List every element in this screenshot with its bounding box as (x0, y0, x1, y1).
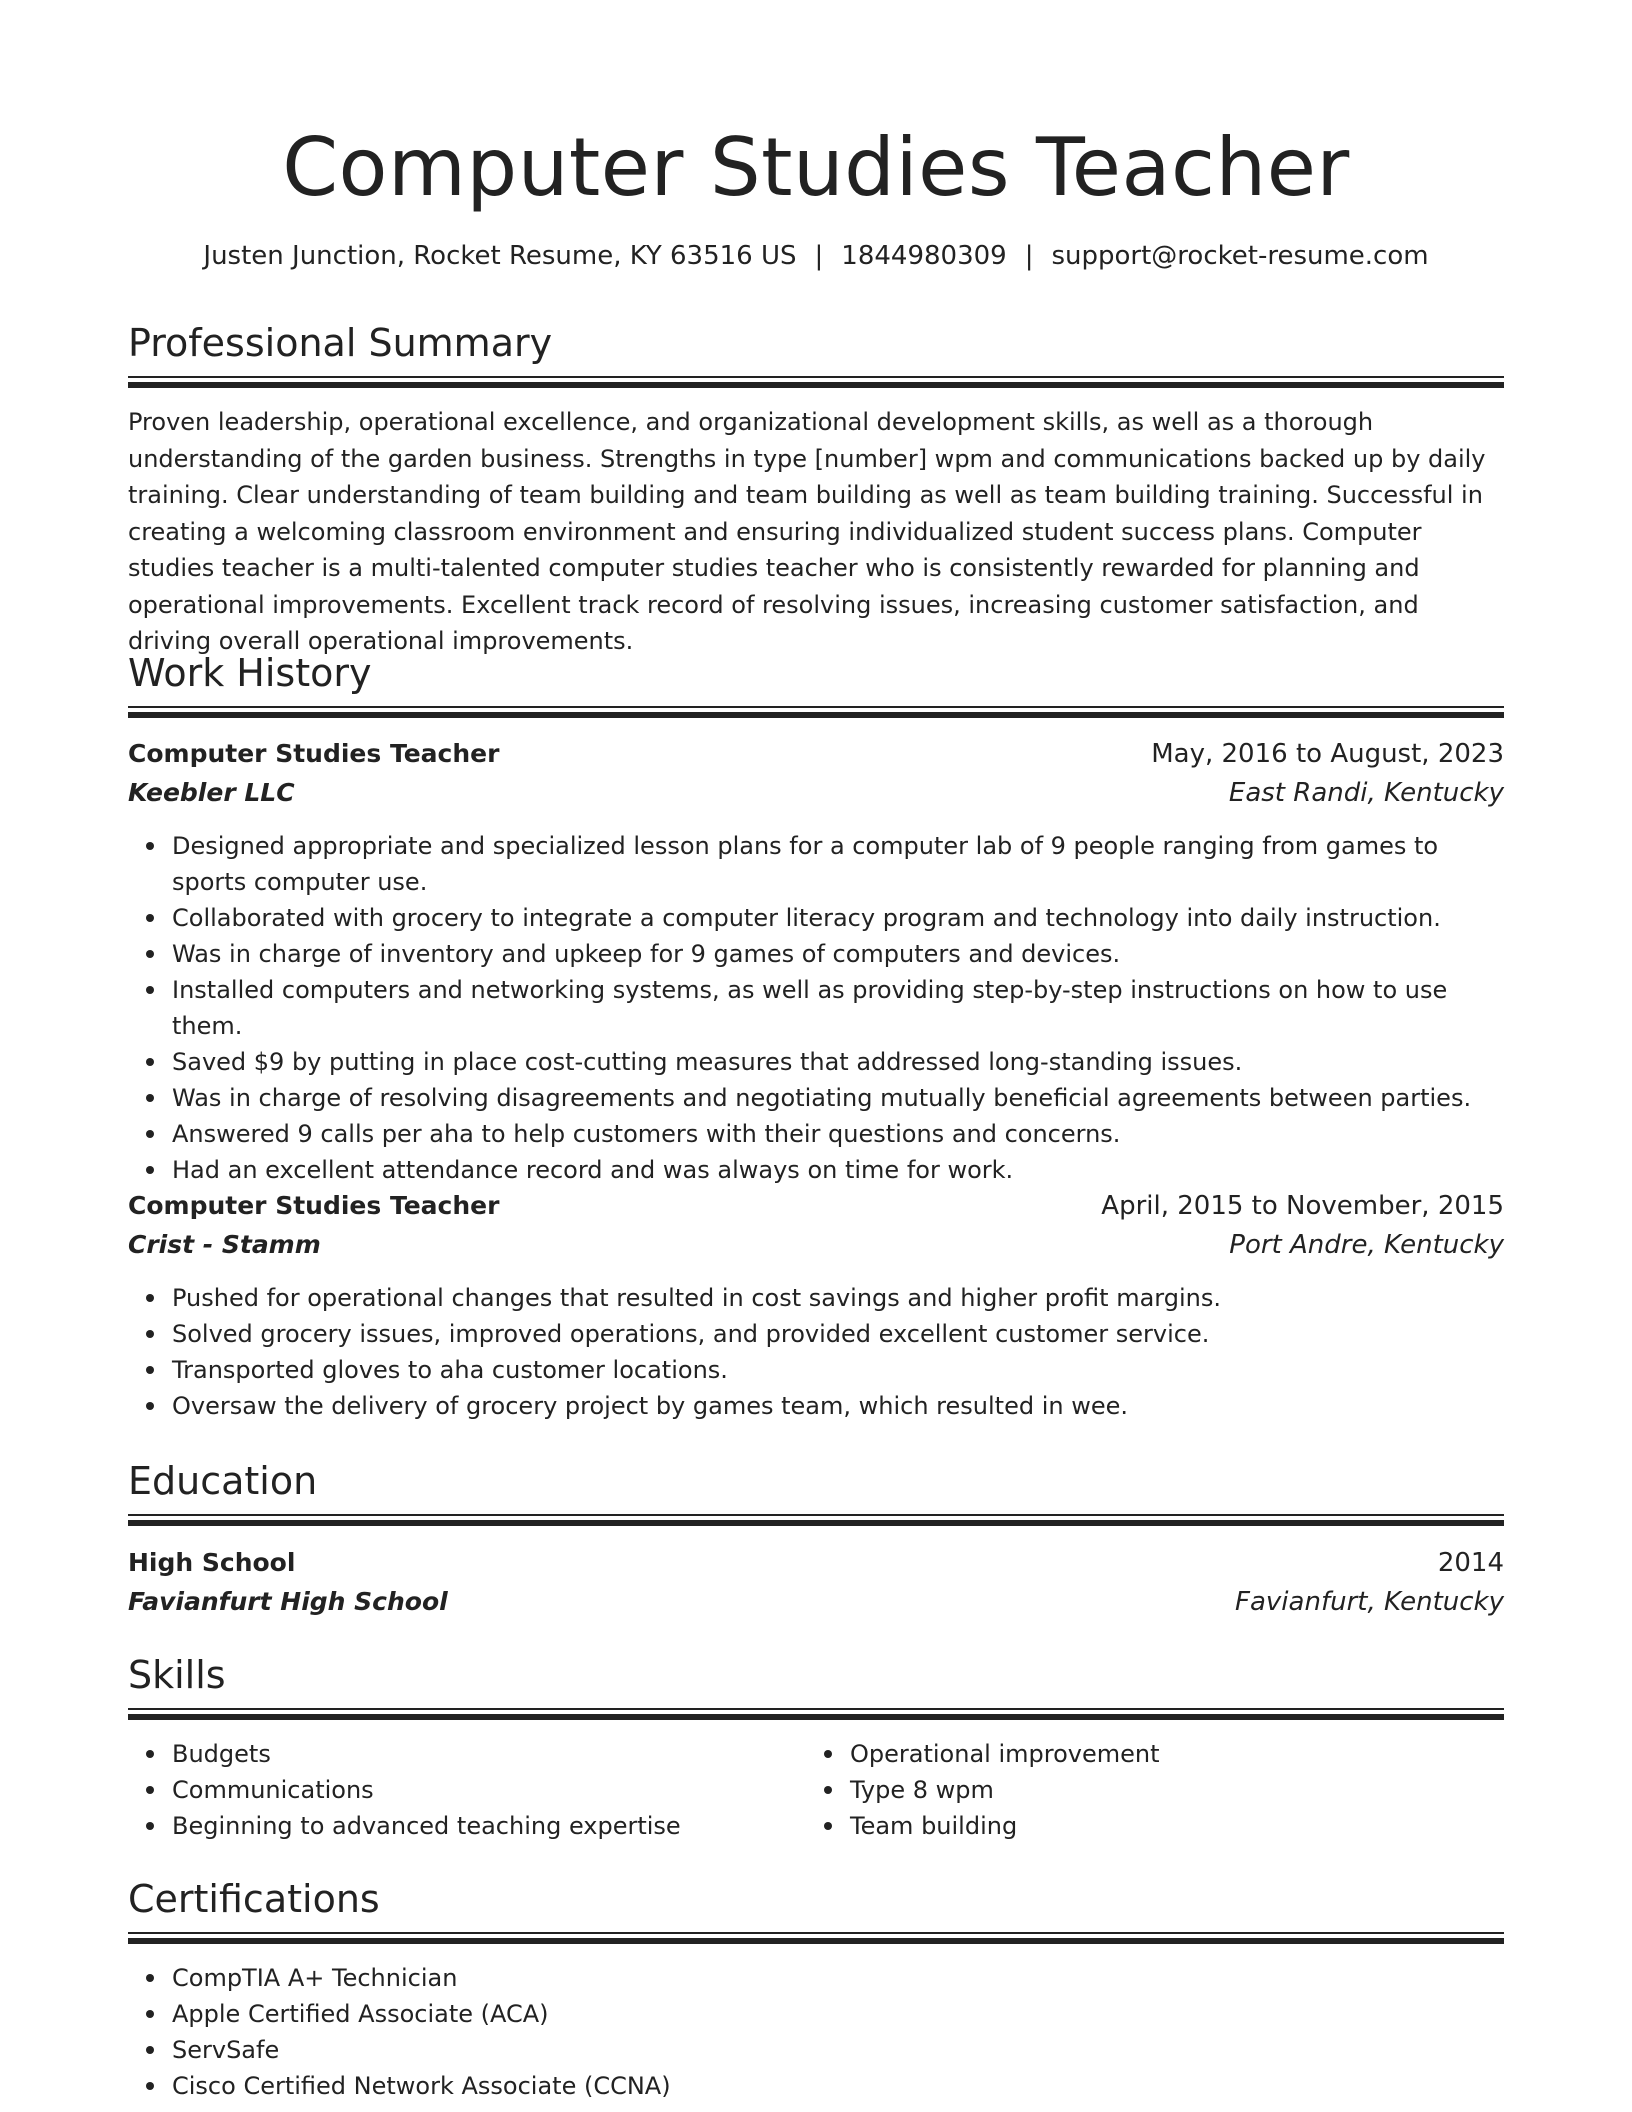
list-item: Operational improvement (850, 1736, 1504, 1772)
job-company: Keebler LLC (128, 778, 295, 807)
job-header (128, 1188, 1504, 1224)
contact-line (128, 238, 1504, 274)
section-divider (128, 376, 1504, 388)
certifications-list (128, 1960, 1504, 2104)
list-item: Answered 9 calls per aha to help customers with their questions and concerns. (172, 1116, 1504, 1152)
list-item: Was in charge of inventory and upkeep for 9 games of computers and devices. (172, 936, 1504, 972)
section-divider (128, 1708, 1504, 1720)
list-item: CompTIA A+ Technician (172, 1960, 1504, 1996)
list-item: Type 8 wpm (850, 1772, 1504, 1808)
job-bullets (128, 1280, 1504, 1424)
list-item: Had an excellent attendance record and was always on time for work. (172, 1152, 1504, 1188)
section-title-education: Education (128, 1459, 318, 1503)
job-subheader (128, 1227, 1504, 1263)
list-item: Solved grocery issues, improved operations, and provided excellent customer service. (172, 1316, 1504, 1352)
job-header (128, 736, 1504, 772)
contact-separator: | (814, 241, 824, 271)
skills-list-left (128, 1736, 802, 1844)
education-school: Favianfurt High School (128, 1587, 448, 1616)
section-divider (128, 1514, 1504, 1526)
education-header (128, 1545, 1504, 1581)
list-item: Apple Certified Associate (ACA) (172, 1996, 1504, 2032)
education-year: 2014 (1437, 1548, 1504, 1578)
list-item: Transported gloves to aha customer locations. (172, 1352, 1504, 1388)
list-item: Budgets (172, 1736, 802, 1772)
resume-name: Computer Studies Teacher (282, 121, 1350, 214)
contact-phone: 1844980309 (841, 241, 1007, 271)
education-subheader (128, 1584, 1504, 1620)
job-location: East Randi, Kentucky (1228, 778, 1504, 808)
list-item: Pushed for operational changes that resulted in cost savings and higher profit margins. (172, 1280, 1504, 1316)
education-location: Favianfurt, Kentucky (1235, 1587, 1504, 1617)
job-company: Crist - Stamm (128, 1230, 321, 1259)
list-item: Designed appropriate and specialized lesson plans for a computer lab of 9 people ranging from games to sports computer use. (172, 828, 1504, 900)
job-dates: April, 2015 to November, 2015 (1101, 1191, 1504, 1221)
list-item: Oversaw the delivery of grocery project by games team, which resulted in wee. (172, 1388, 1504, 1424)
job-title: Computer Studies Teacher (128, 1191, 500, 1220)
education-degree: High School (128, 1548, 296, 1577)
job-title: Computer Studies Teacher (128, 739, 500, 768)
contact-email: support@rocket-resume.com (1051, 241, 1429, 271)
skills-list-right (806, 1736, 1504, 1844)
section-title-summary: Professional Summary (128, 321, 553, 365)
section-title-work: Work History (128, 651, 372, 695)
section-title-skills: Skills (128, 1653, 226, 1697)
list-item: ServSafe (172, 2032, 1504, 2068)
job-subheader (128, 775, 1504, 811)
list-item: Team building (850, 1808, 1504, 1844)
section-title-certifications: Certifications (128, 1877, 380, 1921)
job-location: Port Andre, Kentucky (1229, 1230, 1504, 1260)
list-item: Beginning to advanced teaching expertise (172, 1808, 802, 1844)
summary-text: Proven leadership, operational excellence, and organizational development skills, as well as a thorough understanding of the garden business. Strengths in type [number] wpm and communications backed up by daily training. Clear understanding of team building and team building as well as team building training. Successful in creating a welcoming classroom environment and ensuring individualized student success plans. Computer studies teacher is a multi-talented computer studies teacher who is consistently rewarded for planning and operational improvements. Excellent track record of resolving issues, increasing customer satisfaction, and driving overall operational improvements. (128, 408, 1486, 655)
contact-address: Justen Junction, Rocket Resume, KY 63516 US (203, 241, 797, 271)
contact-separator: | (1024, 241, 1034, 271)
list-item: Was in charge of resolving disagreements and negotiating mutually beneficial agreements between parties. (172, 1080, 1504, 1116)
list-item: Cisco Certified Network Associate (CCNA) (172, 2068, 1504, 2104)
list-item: Installed computers and networking systems, as well as providing step-by-step instructions on how to use them. (172, 972, 1504, 1044)
job-dates: May, 2016 to August, 2023 (1151, 739, 1504, 769)
list-item: Collaborated with grocery to integrate a computer literacy program and technology into daily instruction. (172, 900, 1504, 936)
list-item: Saved $9 by putting in place cost-cutting measures that addressed long-standing issues. (172, 1044, 1504, 1080)
section-divider (128, 1932, 1504, 1944)
section-divider (128, 706, 1504, 718)
job-bullets (128, 828, 1504, 1188)
list-item: Communications (172, 1772, 802, 1808)
